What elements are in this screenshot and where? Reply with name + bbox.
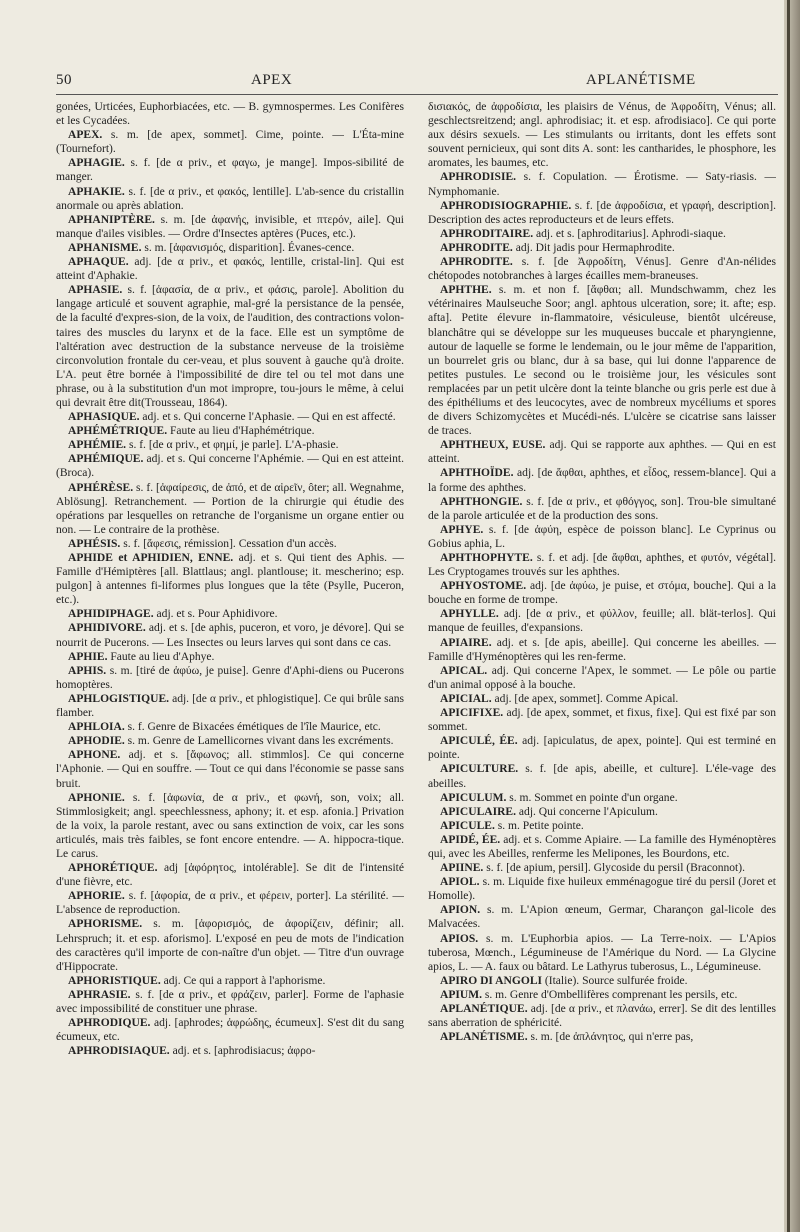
entry-headword: APHAGIE. xyxy=(68,157,125,170)
entry-headword: APHASIE. xyxy=(68,284,123,297)
entry-headword: APHORISME. xyxy=(68,918,143,931)
entry-definition: s. m. [ἀφορισμός, de ἀφορίζειν, définir; all. Lehrspruch; it. et esp. aforismo]. L'exposé en peu de mots de l'indication des caractères qu'il importe de con-naître d'un objet. — Titre d'un ouvrage d'Hippocrate. xyxy=(56,918,404,973)
entry-headword: APLANÉTIQUE. xyxy=(440,1003,528,1015)
entry-definition: adj. [de ἀφύω, je puise, et στόμα, bouche]. Qui a la bouche en forme de trompe. xyxy=(428,580,776,607)
entry-definition: s. m. [tiré de ἀφύω, je puise]. Genre d'Aphi-diens ou Pucerons homoptères. xyxy=(56,664,404,691)
dictionary-entry xyxy=(56,255,404,283)
entry-headword: APEX. xyxy=(68,129,103,142)
dictionary-entry xyxy=(428,170,776,198)
entry-headword: APIRO DI ANGOLI xyxy=(440,974,543,987)
dictionary-entry xyxy=(428,664,776,692)
entry-headword: APHTHEUX, EUSE. xyxy=(440,439,546,452)
dictionary-entry xyxy=(56,607,404,621)
dictionary-entry xyxy=(428,833,776,861)
entry-definition: s. m. [de apex, sommet]. Cime, pointe. — L'Éta-mine (Tournefort). xyxy=(56,129,404,156)
binding-edge xyxy=(787,0,790,1232)
entry-definition: s. m. Sommet en pointe d'un organe. xyxy=(506,791,678,804)
dictionary-entry xyxy=(428,791,776,805)
dictionary-entry xyxy=(56,185,404,213)
entry-headword: APHTHONGIE. xyxy=(440,495,523,508)
dictionary-entry xyxy=(428,100,776,170)
entry-definition: s. m. [de ἀφανής, invisible, et πτερόν, aile]. Qui manque d'ailes visibles. — Ordre d'Insectes aptères (Puces, etc.). xyxy=(56,213,404,240)
entry-headword: APHONE. xyxy=(68,749,121,762)
entry-headword: APHAQUE. xyxy=(68,256,129,269)
entry-headword: APHODIE. xyxy=(68,735,125,748)
entry-headword: APHIDIVORE. xyxy=(68,622,146,635)
dictionary-entry xyxy=(428,861,776,875)
dictionary-entry xyxy=(428,932,776,974)
entry-headword: APICIAL. xyxy=(440,692,492,705)
entry-headword: APHÉMIQUE. xyxy=(68,453,144,466)
dictionary-entry xyxy=(428,466,776,494)
entry-definition: adj. Dit jadis pour Hermaphrodite. xyxy=(512,241,675,254)
dictionary-entry xyxy=(428,551,776,579)
entry-headword: APIOL. xyxy=(440,876,480,889)
dictionary-entry xyxy=(56,889,404,917)
entry-definition: adj. [de α priv., et πλανάω, errer]. Se dit des lentilles sans aberration de sphéricité. xyxy=(428,1003,776,1030)
dictionary-entry xyxy=(428,579,776,607)
entry-definition: (Italie). Source sulfurée froide. xyxy=(542,974,688,987)
dictionary-entry xyxy=(428,875,776,903)
dictionary-entry xyxy=(56,861,404,889)
entry-definition: s. f. Genre de Bixacées émétiques de l'île Maurice, etc. xyxy=(124,721,381,734)
dictionary-entry xyxy=(56,537,404,551)
dictionary-entry xyxy=(56,100,404,128)
entry-definition: adj. et s. Comme Apiaire. — La famille des Hyménoptères qui, avec les Abeilles, renferme les Melipones, les Bourdons, etc. xyxy=(428,833,776,860)
entry-headword: APHÉRÈSE. xyxy=(68,481,134,494)
entry-definition: s. f. [de ἀφροδίσια, et γραφή, description]. Description des actes reproducteurs et de leurs effets. xyxy=(428,199,776,226)
entry-definition: s. f. [de α priv., et φαγω, je mange]. Impos-sibilité de manger. xyxy=(56,157,404,184)
entry-headword: APHRODISIOGRAPHIE. xyxy=(440,199,572,212)
right-running-head: APLANÉTISME xyxy=(586,72,696,88)
dictionary-entry xyxy=(56,241,404,255)
dictionary-entry xyxy=(428,255,776,283)
dictionary-entry xyxy=(56,692,404,720)
entry-headword: APHRODITE. xyxy=(440,256,513,269)
dictionary-entry xyxy=(428,1002,776,1030)
entry-headword: APHÉMÉTRIQUE. xyxy=(68,425,168,438)
dictionary-entry xyxy=(56,791,404,861)
entry-definition: adj. et s. [de aphis, puceron, et voro, je dévore]. Qui se nourrit de Pucerons. — Les Insectes ou leurs larves qui sont dans ce cas. xyxy=(56,622,404,649)
entry-definition: Faute au lieu d'Haphémétrique. xyxy=(167,425,315,438)
entry-definition: s. f. [de α priv., et φθόγγος, son]. Trou-ble simultané de la parole articulée et de la production des sons. xyxy=(428,495,776,522)
right-column xyxy=(428,100,776,1200)
entry-definition: adj. [de α priv., et phlogistique]. Ce qui brûle sans flamber. xyxy=(56,692,404,720)
entry-definition: gonées, Urticées, Euphorbiacées, etc. — B. gymnospermes. Les Conifères et les Cycadées. xyxy=(56,101,404,128)
entry-definition: adj. et s. [aphroditarius]. Aphrodi-siaque. xyxy=(533,227,726,240)
dictionary-entry xyxy=(428,227,776,241)
entry-headword: APIINE. xyxy=(440,862,484,875)
dictionary-entry xyxy=(428,692,776,706)
dictionary-entry xyxy=(56,734,404,748)
entry-definition: s. m. Genre de Lamellicornes vivant dans les excréments. xyxy=(124,735,394,748)
entry-definition: s. f. [de Ἀφροδίτη, Vénus]. Genre d'An-nélides chétopodes notobranches à larges écailles mem-braneuses. xyxy=(428,256,776,283)
entry-definition: s. m. et non f. [ἄφθαι; all. Mundschwamm, chez les vétérinaires Maulseuche Soor; angl. aphtous ulceration, sore; it. afte; esp. afta]. Petite élevure in-flammatoire, vésiculeuse, bientôt ulcéreuse, blanchâtre qui se développe sur les muqueuses buccale et pharyngienne, autour de laquelle se forme le lendemain, ou le jour même de l'apparition, un bourrelet gris ou blanc, dur à sa base, qui lui donne l'apparence de petites pustules. Le second ou le troisième jour, les vésicules sont remplacées par un petit ulcère dont la teinte blanche ou gris perle est due à des épithéliums et des leucocytes, avec de nombreux mycéliums et spores de divers Schizomycètes et Mucédi-nés. L'ulcère se cicatrise sans laisser de traces. xyxy=(428,284,776,438)
dictionary-entry xyxy=(56,283,404,410)
entry-definition: adj. [apiculatus, de apex, pointe]. Qui est terminé en pointe. xyxy=(428,735,776,762)
entry-definition: s. f. [de α priv., et φακός, lentille]. L'ab-sence du cristallin anormale ou après ablation. xyxy=(56,185,404,212)
entry-definition: s. m. Petite pointe. xyxy=(494,819,584,832)
dictionary-entry xyxy=(428,1030,776,1044)
entry-headword: APHASIQUE. xyxy=(68,411,140,424)
dictionary-entry xyxy=(56,452,404,480)
entry-definition: s. m. Liquide fixe huileux emménagogue tiré du persil (Joret et Homolle). xyxy=(428,876,776,903)
entry-definition: s. f. [de α priv., et φράζειν, parler]. Forme de l'aphasie avec impossibilité de constituer une phrase. xyxy=(56,988,404,1015)
entry-definition: adj [ἀφόρητος, intolérable]. Se dit de l'intensité d'une fièvre, etc. xyxy=(56,862,404,889)
entry-headword: APHRODISIAQUE. xyxy=(68,1045,170,1058)
dictionary-entry xyxy=(56,1044,404,1058)
entry-definition: s. m. L'Euphorbia apios. — La Terre-noix. — L'Apios tuberosa, Mœnch., Légumineuse de l'Amérique du Nord. — La Glycine apios, L. — A. faux ou bâtard. Le Lathyrus tuberosus, L., Légumineuse. xyxy=(428,932,776,973)
entry-headword: APHYE. xyxy=(440,523,484,536)
dictionary-entry xyxy=(428,819,776,833)
entry-definition: adj. [de α priv., et φακός, lentille, cristal-lin]. Qui est atteint d'Aphakie. xyxy=(56,256,404,283)
dictionary-entry xyxy=(56,664,404,692)
entry-definition: s. f. et adj. [de ἄφθαι, aphthes, et φυτόν, végétal]. Les Cryptogames trouvés sur les aphthes. xyxy=(428,552,776,579)
dictionary-entry xyxy=(428,607,776,635)
entry-definition: adj. [de apex, sommet]. Comme Apical. xyxy=(491,692,679,705)
page-number: 50 xyxy=(56,72,72,88)
dictionary-entry xyxy=(428,495,776,523)
entry-definition: adj. et s. [aphrodisiacus; ἀφρο- xyxy=(169,1045,316,1058)
entry-definition: s. m. [ἀφανισμός, disparition]. Évanes-cence. xyxy=(141,241,355,254)
dictionary-entry xyxy=(428,636,776,664)
entry-definition: adj. et s. Qui concerne l'Aphémie. — Qui en est atteint. (Broca). xyxy=(56,453,404,480)
dictionary-entry xyxy=(56,438,404,452)
entry-headword: APICULTURE. xyxy=(440,763,519,776)
entry-definition: s. f. [de apis, abeille, et culture]. L'éle-vage des abeilles. xyxy=(428,763,776,790)
entry-headword: APHLOGISTIQUE. xyxy=(68,692,170,705)
dictionary-entry xyxy=(428,734,776,762)
entry-headword: APHANISME. xyxy=(68,241,142,254)
entry-definition: adj. [de apex, sommet, et fixus, fixe]. Qui est fixé par son sommet. xyxy=(428,707,776,734)
dictionary-entry xyxy=(56,720,404,734)
entry-definition: δισιακός, de ἀφροδίσια, les plaisirs de Vénus, de Ἀφροδίτη, Vénus; all. geschlectsreitzend; angl. aphrodisiac; it. et esp. afrodisiaco]. Ce qui porte aux désirs sexuels. — Les stimulants ou irritants, dont les effets sont souvent pernicieux, qui sont dits A. sont: les cantharides, le phosphore, les aromates, les baumes, etc. xyxy=(428,101,776,170)
entry-headword: APHIE. xyxy=(68,650,108,663)
entry-headword: APHRODITAIRE. xyxy=(440,227,534,240)
entry-definition: adj. [aphrodes; ἀφρώδης, écumeux]. S'est dit du sang écumeux, etc. xyxy=(56,1017,404,1044)
dictionary-entry xyxy=(428,241,776,255)
entry-definition: s. f. [ἀφαίρεσις, de ἀπό, et de αἱρεῖν, ôter; all. Wegnahme, Ablösung]. Retranchement. — Portion de la chirurgie qui étudie des opérations par lesquelles on retranche de l'organisme un organe entier ou non. — Le contraire de la prothèse. xyxy=(56,481,404,536)
dictionary-entry xyxy=(428,438,776,466)
dictionary-entry xyxy=(428,283,776,438)
dictionary-entry xyxy=(428,805,776,819)
dictionary-entry xyxy=(56,917,404,973)
entry-definition: adj. [de ἄφθαι, aphthes, et εἶδος, ressem-blance]. Qui a la forme des aphthes. xyxy=(428,467,776,494)
entry-headword: APIAIRE. xyxy=(440,636,492,649)
entry-definition: adj. et s. Pour Aphidivore. xyxy=(153,608,278,621)
entry-definition: adj. Qui concerne l'Apiculum. xyxy=(516,805,658,818)
running-header xyxy=(56,72,776,94)
entry-headword: APIOS. xyxy=(440,932,479,945)
entry-definition: s. f. [ἄφεσις, rémission]. Cessation d'un accès. xyxy=(120,537,337,550)
entry-headword: APHTHOÏDE. xyxy=(440,467,514,480)
entry-headword: APHTHOPHYTE. xyxy=(440,552,533,564)
entry-headword: APLANÉTISME. xyxy=(440,1031,528,1044)
left-column xyxy=(56,100,404,1200)
entry-headword: APICULAIRE. xyxy=(440,805,517,818)
entry-headword: APHIDE et APHIDIEN, ENNE. xyxy=(68,552,234,564)
dictionary-entry xyxy=(428,706,776,734)
entry-headword: APHORÉTIQUE. xyxy=(68,862,158,875)
entry-headword: APHYLLE. xyxy=(440,608,499,621)
dictionary-entry xyxy=(428,988,776,1002)
entry-headword: APHIDIPHAGE. xyxy=(68,608,154,621)
entry-definition: s. f. [ἀφορία, de α priv., et φέρειν, porter]. La stérilité. — L'absence de reproduction. xyxy=(56,890,404,917)
dictionary-entry xyxy=(428,762,776,790)
header-rule xyxy=(56,94,778,95)
entry-headword: APHRASIE. xyxy=(68,988,131,1001)
entry-headword: APHANIPTÈRE. xyxy=(68,213,155,226)
dictionary-entry xyxy=(56,156,404,184)
dictionary-entry xyxy=(56,410,404,424)
entry-headword: APICULE. xyxy=(440,819,495,832)
dictionary-entry xyxy=(56,974,404,988)
entry-headword: APHRODIQUE. xyxy=(68,1017,151,1030)
entry-definition: s. m. Genre d'Ombellifères comprenant les persils, etc. xyxy=(482,988,738,1001)
entry-headword: APHORIE. xyxy=(68,890,125,903)
entry-headword: APHTHE. xyxy=(440,284,492,297)
dictionary-entry xyxy=(428,974,776,988)
dictionary-entry xyxy=(56,988,404,1016)
entry-headword: APHAKIE. xyxy=(68,185,125,198)
entry-headword: APICAL. xyxy=(440,664,488,677)
entry-headword: APIDÉ, ÉE. xyxy=(440,833,501,846)
entry-definition: s. f. Copulation. — Érotisme. — Saty-riasis. — Nymphomanie. xyxy=(428,171,776,198)
dictionary-entry xyxy=(56,748,404,790)
dictionary-entry xyxy=(56,424,404,438)
entry-definition: adj. et s. [ἄφωνος; all. stimmlos]. Ce qui concerne l'Aphonie. — Qui en souffre. — Tout ce qui dans l'économie se passe sans bruit. xyxy=(56,749,404,790)
entry-headword: APHÉSIS. xyxy=(68,537,121,550)
entry-headword: APIUM. xyxy=(440,988,483,1001)
entry-headword: APHORISTIQUE. xyxy=(68,974,161,987)
entry-definition: adj. Qui concerne l'Apex, le sommet. — Le pôle ou partie d'un animal opposé à la bouche. xyxy=(428,664,776,691)
dictionary-entry xyxy=(428,903,776,931)
entry-headword: APHLOIA. xyxy=(68,721,125,734)
entry-definition: adj. Ce qui a rapport à l'aphorisme. xyxy=(160,974,326,987)
entry-definition: s. m. [de ἀπλάνητος, qui n'erre pas, xyxy=(527,1031,694,1044)
entry-definition: adj. [de α priv., et φύλλον, feuille; all. blät-terlos]. Qui manque de feuilles, d'expansions. xyxy=(428,608,776,635)
entry-headword: APICIFIXE. xyxy=(440,707,504,720)
entry-headword: APHRODISIE. xyxy=(440,171,517,184)
entry-definition: s. f. [ἀφωνία, de α priv., et φωνή, son, voix; all. Stimmlosigkeit; angl. speechlessness, aphony; it. et esp. afonia.] Privation de la voix, la parole restant, avec ou sans extinction de voix, car les sons articulés, mais très faibles, se font encore entendre. — A. hippocra-tique. Le carus. xyxy=(56,791,404,860)
entry-headword: APHÉMIE. xyxy=(68,439,127,452)
entry-definition: adj. et s. Qui tient des Aphis. — Famille d'Hémiptères [all. Blattlaus; angl. plantlouse; it. mescherino; esp. pulgon] à antennes fi-liformes plus longues que la tête (Psylle, Puceron, etc.). xyxy=(56,552,404,607)
dictionary-entry xyxy=(428,523,776,551)
dictionary-entry xyxy=(56,621,404,649)
entry-definition: s. f. [de ἀφύη, espèce de poisson blanc]. Le Cyprinus ou Gobius aphia, L. xyxy=(428,523,776,550)
entry-definition: s. m. L'Apion œneum, Germar, Charançon gal-licole des Malvacées. xyxy=(428,904,776,931)
entry-headword: APHRODITE. xyxy=(440,241,513,254)
entry-headword: APICULÉ, ÉE. xyxy=(440,735,518,748)
entry-definition: s. f. [ἀφασία, de α priv., et φάσις, parole]. Abolition du langage articulé et souvent agraphie, mal-gré la persistance de la pensée, de la faculté d'expres-sion, de la voix, de l'audition, des contractions volon-taires des muscles du larynx et de la face. Elle est un symptôme de l'altération avec destruction de la substance nerveuse de la troisième circonvolution frontale du cer-veau, et plus souvent à gauche qu'à droite. L'A. peut être bornée à l'impossibilité de dire tel ou tel mot dans une phrase, ou à la substitution d'un mot impropre, tou-jours le même, à celui qui devrait être dit(Trousseau, 1864). xyxy=(56,284,404,409)
dictionary-entry xyxy=(56,551,404,607)
dictionary-entry xyxy=(56,481,404,537)
dictionary-entry xyxy=(56,1016,404,1044)
entry-definition: s. f. [de α priv., et φημί, je parle]. L'A-phasie. xyxy=(126,439,339,452)
entry-definition: adj. et s. [de apis, abeille]. Qui concerne les abeilles. — Famille d'Hyménoptères qui les ren-ferme. xyxy=(428,636,776,663)
entry-headword: APHIS. xyxy=(68,664,107,677)
entry-headword: APHONIE. xyxy=(68,791,125,804)
entry-headword: APHYOSTOME. xyxy=(440,580,527,593)
entry-definition: adj. et s. Qui concerne l'Aphasie. — Qui en est affecté. xyxy=(139,411,396,424)
dictionary-entry xyxy=(56,128,404,156)
left-running-head: APEX xyxy=(251,72,293,88)
dictionary-entry xyxy=(428,199,776,227)
entry-definition: adj. Qui se rapporte aux aphthes. — Qui en est atteint. xyxy=(428,439,776,466)
entry-definition: s. f. [de apium, persil]. Glycoside du persil (Braconnot). xyxy=(483,862,745,875)
dictionary-entry xyxy=(56,213,404,241)
entry-headword: APION. xyxy=(440,904,481,917)
entry-definition: Faute au lieu d'Aphye. xyxy=(107,650,215,663)
dictionary-entry xyxy=(56,650,404,664)
entry-headword: APICULUM. xyxy=(440,791,507,804)
